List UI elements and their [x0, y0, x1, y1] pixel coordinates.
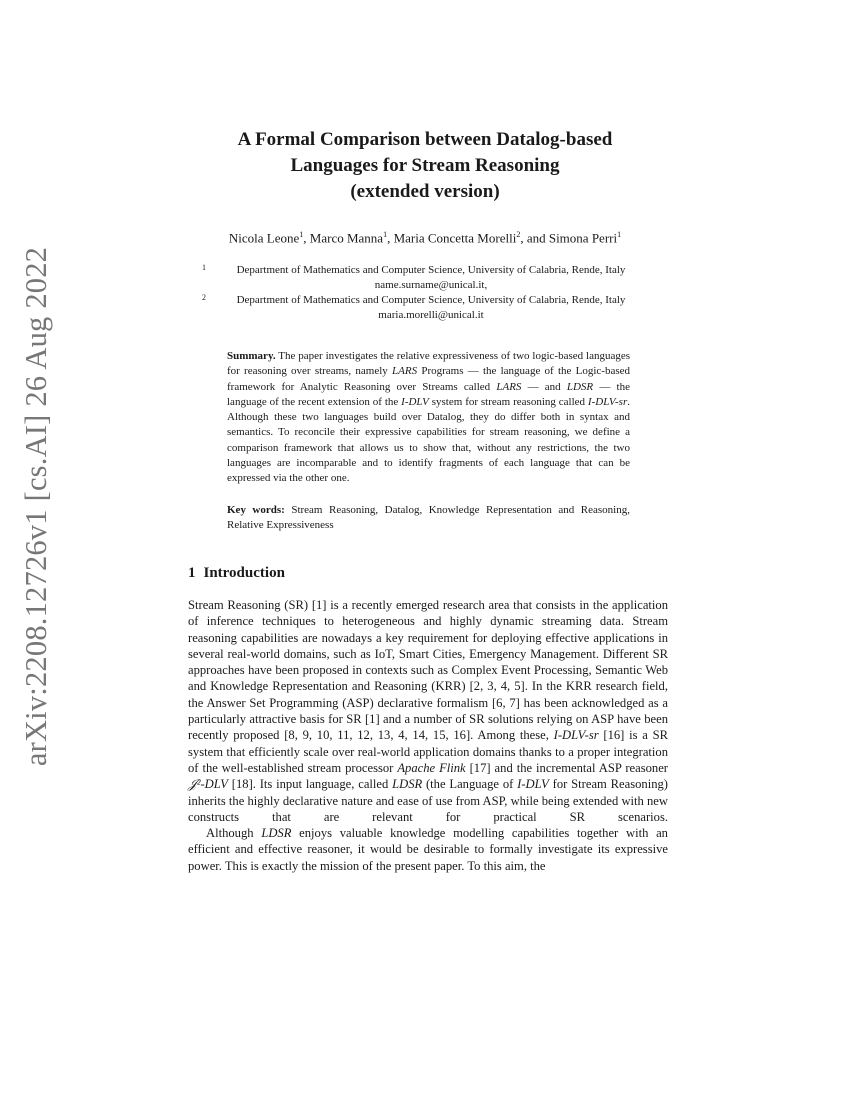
- author-separator: ,: [303, 230, 310, 246]
- section-title: Introduction: [203, 565, 285, 581]
- author-affiliation-mark: 1: [383, 230, 388, 239]
- author-list: [0, 230, 850, 246]
- affiliation: [196, 263, 666, 293]
- paper-title: [0, 127, 850, 205]
- title-line-1: A Formal Comparison between Datalog-based: [237, 129, 613, 150]
- body-text: for Stream Reasoning) inherits the highly declarative nature and ease of use from ASP, while being extended with new constructs that are relevant for practical SR scenarios.: [188, 777, 668, 824]
- keywords-text: Stream Reasoning, Datalog, Knowledge Representation and Reasoning, Relative Expressiveness: [227, 504, 630, 532]
- author-affiliation-mark: 2: [516, 230, 521, 239]
- author-separator: ,: [387, 230, 394, 246]
- introduction-body: [188, 597, 668, 874]
- author-separator: , and: [520, 230, 549, 246]
- author-name: Nicola Leone: [228, 230, 300, 246]
- affiliation-number: 1: [202, 263, 206, 272]
- body-text: [17] and the incremental ASP reasoner: [465, 760, 668, 775]
- section-number: 1: [188, 565, 196, 581]
- body-text: enjoys valuable knowledge modelling capabilities together with an efficient and effective reasoner, it would be desirable to formally investigate its expressive power. This is exactly the mission of the present paper. To this aim, the: [188, 826, 668, 873]
- affiliation-email: maria.morelli@unical.it: [378, 309, 484, 321]
- author-name: Simona Perri: [548, 230, 618, 246]
- affiliation-email: name.surname@unical.it,: [374, 279, 488, 291]
- abstract-text: Programs — the language of the Logic-based framework for Analytic Reasoning over Streams called: [227, 365, 630, 393]
- body-emphasis: LDSR: [392, 777, 423, 792]
- body-emphasis: Apache Flink: [397, 760, 466, 775]
- keywords-label: Key words:: [227, 504, 285, 516]
- abstract-text: — the language of the recent extension of the: [227, 380, 630, 408]
- arxiv-identifier: arXiv:2208.12726v1 [cs.AI] 26 Aug 2022: [19, 246, 54, 766]
- abstract-emphasis: I-DLV: [401, 395, 429, 408]
- abstract-text: . Although these two languages build over Datalog, they do differ both in syntax and semantics. To reconcile their expressive capabilities for stream reasoning, we define a comparison framework that allows us to show that, without any restrictions, the two languages are incomparable and to identify fragments of each language that can be expressed via the other one.: [227, 395, 630, 485]
- section-heading: [188, 565, 285, 582]
- body-text: Although: [206, 826, 262, 841]
- body-emphasis: I-DLV: [517, 777, 549, 792]
- author-name: Marco Manna: [309, 230, 384, 246]
- abstract-emphasis: LARS: [392, 365, 418, 378]
- keywords: [227, 503, 630, 534]
- title-line-2: Languages for Stream Reasoning: [290, 155, 560, 176]
- author-name: Maria Concetta Morelli: [393, 230, 517, 246]
- author-affiliation-mark: 1: [617, 230, 622, 239]
- body-text: [18]. Its input language, called: [227, 777, 393, 792]
- abstract-emphasis: I-DLV-sr: [587, 395, 628, 408]
- abstract-label: Summary.: [227, 350, 276, 362]
- author-affiliation-mark: 1: [299, 230, 304, 239]
- abstract-text: system for stream reasoning called: [428, 395, 588, 408]
- affiliation-department: Department of Mathematics and Computer Science, University of Calabria, Rende, Italy: [236, 264, 626, 276]
- abstract-text: The paper investigates the relative expressiveness of two logic-based languages for reasoning over streams, namely: [227, 350, 630, 378]
- paragraph: [188, 597, 668, 825]
- body-emphasis: I-DLV-sr: [553, 728, 599, 743]
- paragraph: [188, 825, 668, 874]
- abstract-emphasis: LDSR: [566, 380, 594, 393]
- abstract: [227, 349, 630, 487]
- abstract-emphasis: LARS: [496, 380, 522, 393]
- title-line-3: (extended version): [350, 181, 500, 202]
- affiliation-department: Department of Mathematics and Computer Science, University of Calabria, Rende, Italy: [236, 294, 626, 306]
- body-emphasis: 𝒥²-DLV: [188, 777, 228, 792]
- body-text: (the Language of: [422, 777, 518, 792]
- affiliation: [196, 293, 666, 323]
- arxiv-sidebar-stamp: [12, 246, 62, 766]
- body-text: Stream Reasoning (SR) [1] is a recently emerged research area that consists in the application of inference techniques to heterogeneous and highly dynamic streaming data. Stream reasoning capabilities are nowadays a key requirement for deploying effective applications in several real-world domains, such as IoT, Smart Cities, Emergency Management. Different SR approaches have been proposed in contexts such as Complex Event Processing, Semantic Web and Knowledge Representation and Reasoning (KRR) [2, 3, 4, 5]. In the KRR research field, the Answer Set Programming (ASP) declarative formalism [6, 7] has been acknowledged as a particularly attractive basis for SR [1] and a number of SR solutions relying on ASP have been recently proposed [8, 9, 10, 11, 12, 13, 4, 14, 15, 16]. Among these,: [188, 598, 668, 743]
- body-text: [16] is a SR system that efficiently scale over real-world application domains thanks to a proper integration of the well-established stream processor: [188, 728, 668, 775]
- affiliation-number: 2: [202, 293, 206, 302]
- body-emphasis: LDSR: [261, 826, 292, 841]
- abstract-text: — and: [521, 380, 567, 393]
